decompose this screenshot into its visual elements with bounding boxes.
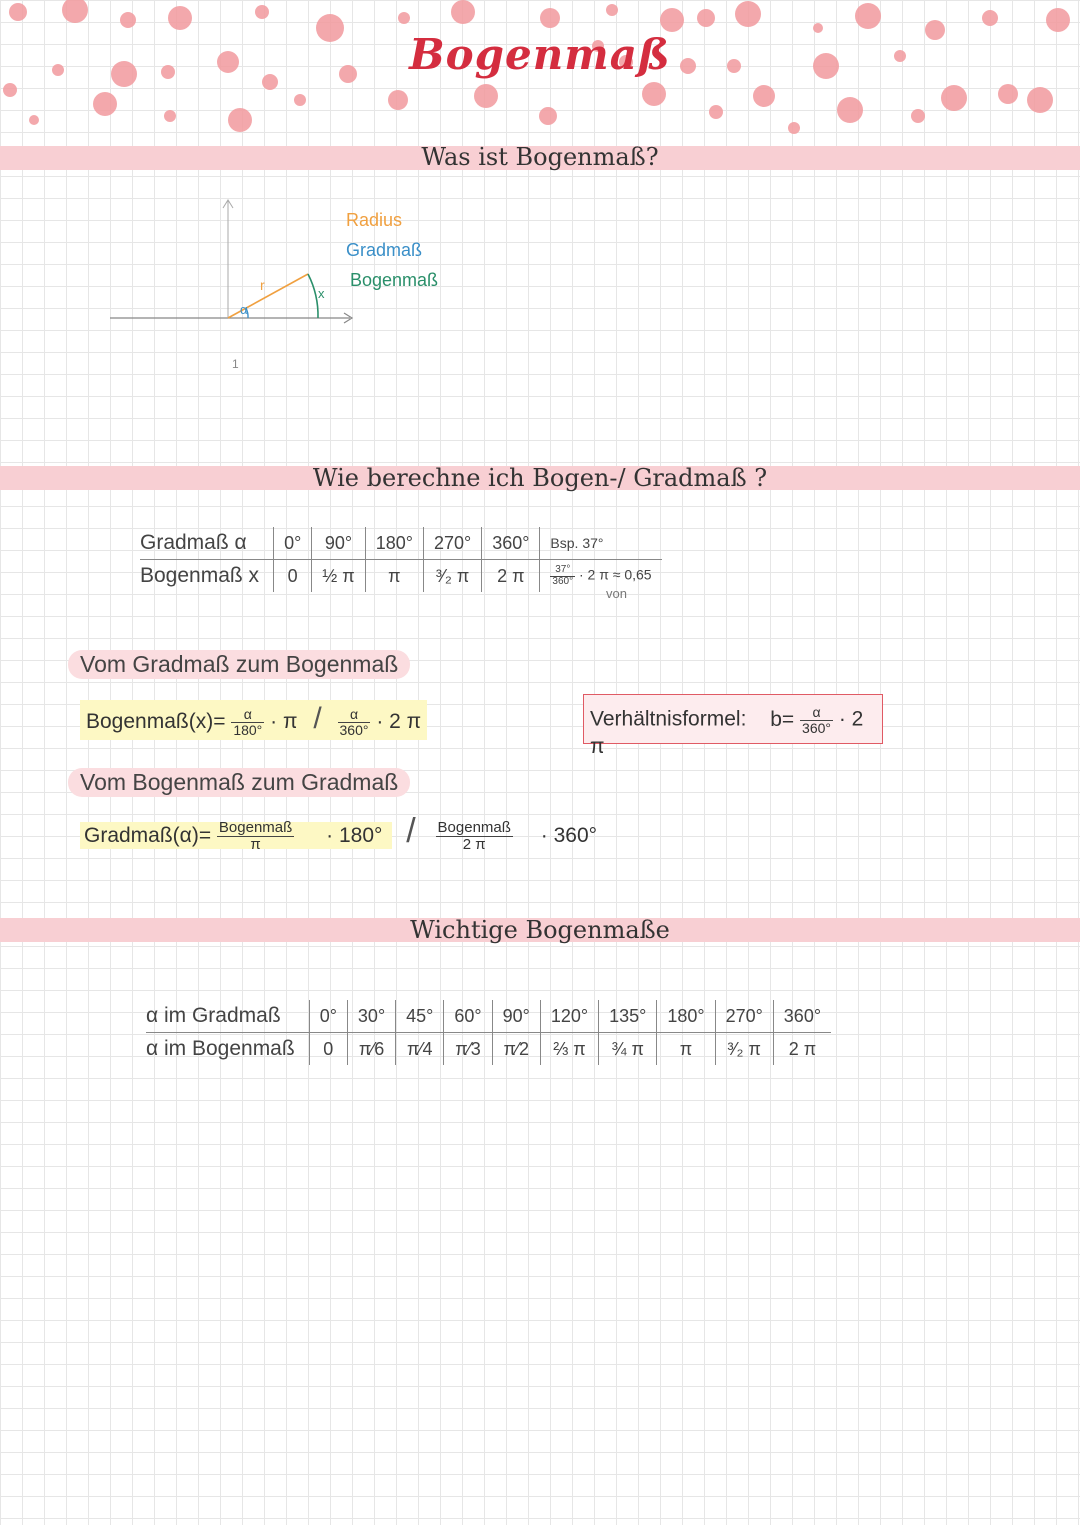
cell: ½ π <box>312 560 365 593</box>
heading-wichtige-bogenmasse: Wichtige Bogenmaße <box>410 916 670 944</box>
cell: 180° <box>365 527 423 560</box>
formula-mul: · 180° <box>326 824 383 847</box>
frac-den: 180° <box>233 721 263 738</box>
frac-den: 360° <box>802 719 832 736</box>
cell: 270° <box>423 527 481 560</box>
cell: 135° <box>599 1000 657 1033</box>
cell: 2 π <box>482 560 540 593</box>
cell: 45° <box>396 1000 444 1033</box>
row-label-bogenmass: Bogenmaß x <box>140 564 260 587</box>
frac-den: π <box>250 835 261 853</box>
alpha-label: α <box>240 302 248 317</box>
table-row <box>140 560 662 593</box>
formula-bogen-zu-grad <box>80 812 597 853</box>
frac-num: α <box>231 707 264 723</box>
cell: 90° <box>492 1000 540 1033</box>
cell: π⁄4 <box>396 1033 444 1066</box>
important-values-table <box>146 1000 831 1065</box>
cell: 270° <box>715 1000 773 1033</box>
row-label-bogenmass: α im Bogenmaß <box>146 1037 295 1060</box>
cell: π <box>657 1033 715 1066</box>
cell: 30° <box>347 1000 395 1033</box>
formula-lhs: Gradmaß(α)= <box>84 824 212 847</box>
cell: π⁄3 <box>444 1033 492 1066</box>
verhaeltnis-mul: · 2 π <box>590 707 864 759</box>
cell: 0° <box>274 527 312 560</box>
legend-radius: Radius <box>346 210 403 230</box>
cell: 0° <box>309 1000 347 1033</box>
cell: π <box>365 560 423 593</box>
label-grad-zu-bogen: Vom Gradmaß zum Bogenmaß <box>68 650 410 679</box>
example-rest: · 2 π ≈ 0,65 <box>579 566 652 583</box>
frac-num: α <box>338 707 371 723</box>
row-label-gradmass: Gradmaß α <box>140 527 274 560</box>
cell: 0 <box>274 560 312 593</box>
cell: 360° <box>773 1000 831 1033</box>
cell: 180° <box>657 1000 715 1033</box>
formula-lhs: Bogenmaß(x)= <box>86 710 226 733</box>
example-note: von <box>606 586 627 601</box>
verhaeltnis-lhs: b= <box>770 707 795 731</box>
verhaeltnis-label: Verhältnisformel: <box>590 707 747 731</box>
example-header: Bsp. 37° <box>540 527 662 560</box>
example-den: 360° <box>552 575 574 587</box>
formula-mul: · 2 π <box>376 710 422 733</box>
cell: 360° <box>482 527 540 560</box>
cell: π⁄6 <box>347 1033 395 1066</box>
formula-grad-zu-bogen <box>80 700 427 740</box>
cell: 120° <box>540 1000 598 1033</box>
frac-num: Bogenmaß <box>437 819 511 837</box>
cell: 90° <box>312 527 365 560</box>
verhaeltnisformel-box <box>583 694 883 759</box>
example-num: 37° <box>550 565 575 577</box>
frac-num: Bogenmaß <box>218 819 293 837</box>
label-bogen-zu-grad: Vom Bogenmaß zum Gradmaß <box>68 768 410 797</box>
radius-label: r <box>260 277 265 293</box>
table-row <box>146 1033 831 1066</box>
formula-sep: / <box>313 702 322 735</box>
formula-mul: · 360° <box>540 824 598 847</box>
x-label: x <box>318 286 325 301</box>
cell: π⁄2 <box>492 1033 540 1066</box>
frac-den: 2 π <box>462 835 486 853</box>
cell: ⅔ π <box>540 1033 598 1066</box>
formula-sep: / <box>406 812 416 850</box>
cell: 0 <box>309 1033 347 1066</box>
table-row <box>146 1000 831 1033</box>
example-calculation <box>540 560 662 593</box>
cell: ³⁄₂ π <box>423 560 481 593</box>
page-title: Bogenmaß <box>409 30 671 79</box>
cell: ¾ π <box>599 1033 657 1066</box>
unit-one-label: 1 <box>232 357 239 371</box>
conversion-table <box>140 527 662 592</box>
formula-mul: · π <box>270 710 298 733</box>
table-row <box>140 527 662 560</box>
cell: 2 π <box>773 1033 831 1066</box>
legend-bogenmass: Bogenmaß <box>350 270 439 290</box>
frac-num: α <box>800 705 833 721</box>
legend-gradmass: Gradmaß <box>346 240 423 260</box>
frac-den: 360° <box>339 721 369 738</box>
cell: 60° <box>444 1000 492 1033</box>
row-label-gradmass: α im Gradmaß <box>146 1000 309 1033</box>
angle-diagram <box>100 190 380 380</box>
cell: ³⁄₂ π <box>715 1033 773 1066</box>
heading-was-ist-bogenmass: Was ist Bogenmaß? <box>421 143 659 171</box>
heading-wie-berechne: Wie berechne ich Bogen-/ Gradmaß ? <box>312 464 768 492</box>
